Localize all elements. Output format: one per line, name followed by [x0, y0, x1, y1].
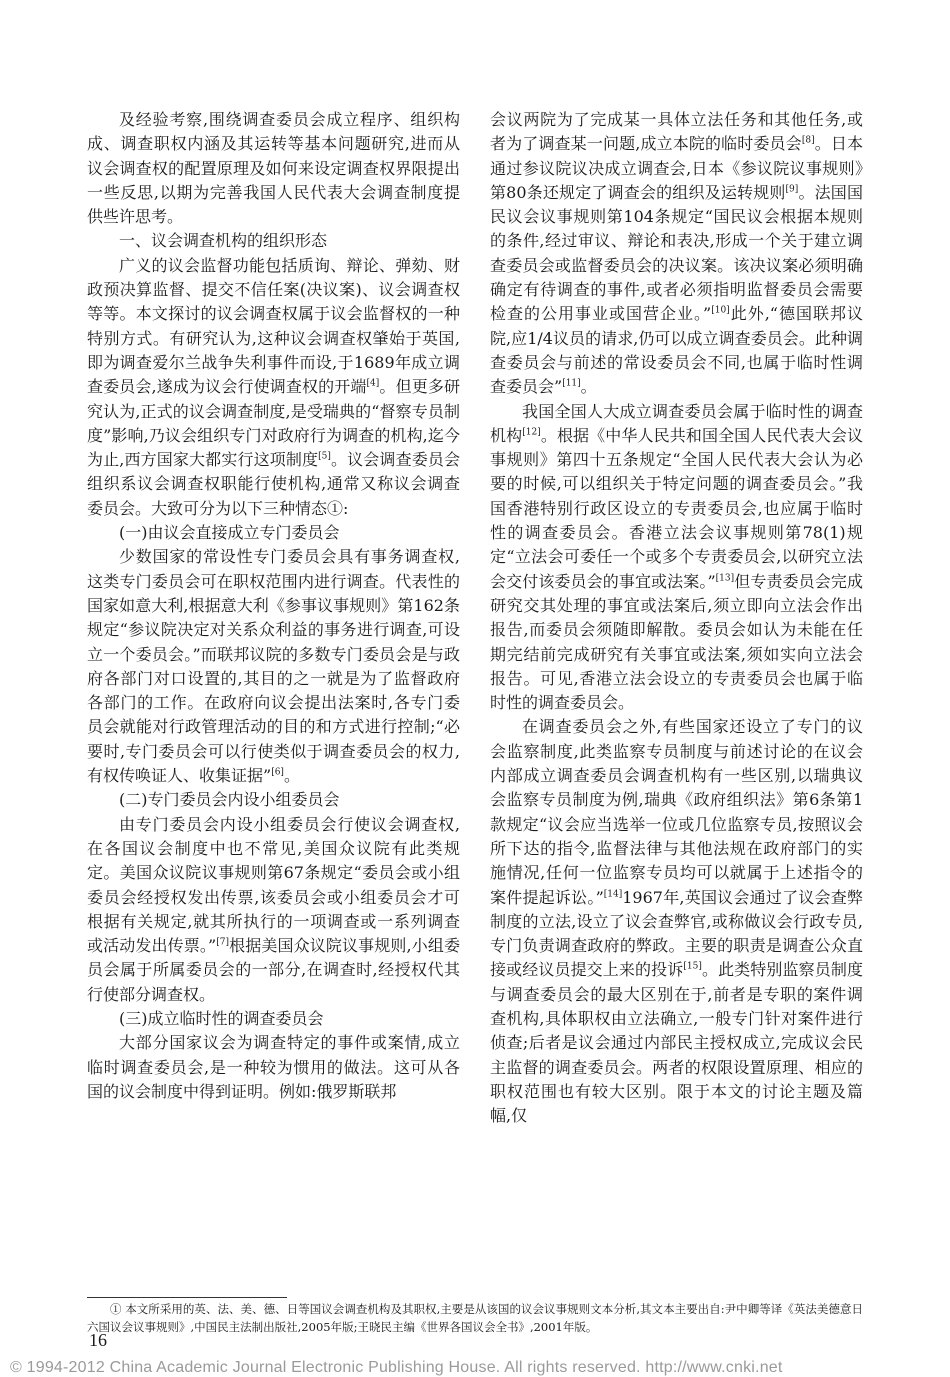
subsection-heading: (一)由议会直接成立专门委员会 — [119, 523, 340, 543]
citation-ref: [7] — [216, 937, 229, 948]
copyright-notice: © 1994-2012 China Academic Journal Electronic Publishing House. All rights reserved. http://www.cnki.net — [10, 1359, 783, 1376]
paragraph: 及经验考察,围绕调查委员会成立程序、组织构成、调查职权内涵及其运转等基本问题研究,进而从议会调查权的配置原理及如何来设定调查权界限提出一些反思,以期为完善我国人民代表大会调查制度提供些许思考。 — [87, 110, 460, 227]
right-column — [490, 108, 863, 1128]
citation-ref: [5] — [318, 451, 331, 462]
footnote: ① 本文所采用的英、法、美、德、日等国议会调查机构及其职权,主要是从该国的议会议事规则文本分析,其文本主要出自:尹中卿等译《英法美德意日六国议会议事规则》,中国民主法制出版社,2005年版;王晓民主编《世界各国议会全书》,2001年版。 — [87, 1302, 863, 1334]
citation-ref: [9] — [785, 184, 799, 195]
paragraph: 在调查委员会之外,有些国家还设立了专门的议会监察制度,此类监察专员制度与前述讨论的在议会内部成立调查委员会调查机构有一些区别,以瑞典议会监察专员制度为例,瑞典《政府组织法》第6条第1款规定“议会应当选举一位或几位监察专员,按照议会所下达的指令,监督法律与其他法规在政府部门的实施情况,任何一位监察专员均可以就属于上述指令的案件提起诉讼。”[14]1967年,英国议会通过了议会查弊制度的立法,设立了议会查弊官,或称做议会行政专员,专门负责调查政府的弊政。主要的职责是调查公众直接或经议员提交上来的投诉[15]。此类特别监察员制度与调查委员会的最大区别在于,前者是专职的案件调查机构,具体职权由立法确立,一般专门针对案件进行侦查;后者是议会通过内部民主授权成立,完成议会民主监督的调查委员会。两者的权限设置原理、相应的职权范围也有较大区别。限于本文的讨论主题及篇幅,仅 — [490, 717, 863, 1126]
paragraph: 大部分国家议会为调查特定的事件或案情,成立临时调查委员会,是一种较为惯用的做法。这可从各国的议会制度中得到证明。例如:俄罗斯联邦 — [87, 1033, 460, 1101]
citation-ref: [11] — [562, 378, 581, 389]
citation-ref: [4] — [366, 378, 380, 389]
citation-ref: [13] — [715, 573, 735, 584]
page-number: 16 — [89, 1330, 107, 1350]
left-column — [87, 108, 460, 1104]
paragraph: 会议两院为了完成某一具体立法任务和其他任务,或者为了调查某一问题,成立本院的临时委员会[8]。日本通过参议院议决成立调查会,日本《参议院议事规则》第80条还规定了调查会的组织及运转规则[9]。法国国民议会议事规则第104条规定“国民议会根据本规则的条件,经过审议、辩论和表决,形成一个关于建立调查委员会或监督委员会的决议案。该决议案必须明确确定有待调查的事件,或者必须指明监督委员会需要检查的公用事业或国营企业。”[10]此外,“德国联邦议院,应1/4议员的请求,仍可以成立调查委员会。此种调查委员会与前述的常设委员会不同,也属于临时性调查委员会”[11]。 — [490, 110, 863, 397]
citation-ref: [6] — [271, 767, 284, 778]
subsection-heading: (三)成立临时性的调查委员会 — [119, 1008, 324, 1028]
paragraph: 广义的议会监督功能包括质询、辩论、弹劾、财政预决算监督、提交不信任案(决议案)、议会调查权等等。本文探讨的议会调查权属于议会监督权的一种特别方式。有研究认为,这种议会调查权肇始于英国,即为调查爱尔兰战争失利事件而设,于1689年成立调查委员会,遂成为议会行使调查权的开端[4]。但更多研究认为,正式的议会调查制度,是受瑞典的“督察专员制度”影响,乃议会组织专门对政府行为调查的机构,迄今为止,西方国家大都实行这项制度[5]。议会调查委员会组织系议会调查权职能行使机构,通常又称议会调查委员会。大致可分为以下三种情态①: — [87, 255, 460, 518]
paragraph: 我国全国人大成立调查委员会属于临时性的调查机构[12]。根据《中华人民共和国全国人民代表大会议事规则》第四十五条规定“全国人民代表大会认为必要的时候,可以组织关于特定问题的调查委员会。”我国香港特别行政区设立的专责委员会,也应属于临时性的调查委员会。香港立法会议事规则第78(1)规定“立法会可委任一个或多个专责委员会,以研究立法会交付该委员会的事宜或法案。”[13]但专责委员会完成研究交其处理的事宜或法案后,须立即向立法会作出报告,而委员会须随即解散。委员会如认为未能在任期完结前完成研究有关事宜或法案,须如实向立法会报告。可见,香港立法会设立的专责委员会也属于临时性的调查委员会。 — [490, 401, 863, 713]
footnote-divider — [87, 1297, 287, 1298]
citation-ref: [10] — [711, 306, 730, 317]
citation-ref: [12] — [522, 427, 541, 438]
paragraph: 少数国家的常设性专门委员会具有事务调查权,这类专门委员会可在职权范围内进行调查。代表性的国家如意大利,根据意大利《参事议事规则》第162条规定“参议院决定对关系众利益的事务进行调查,可设立一个委员会。”而联邦议院的多数专门委员会是与政府各部门对口设置的,其目的之一就是为了监督政府各部门的工作。在政府向议会提出法案时,各专门委员会就能对行政管理活动的目的和方式进行控制;“必要时,专门委员会可以行使类似于调查委员会的权力,有权传唤证人、收集证据”[6]。 — [87, 547, 460, 786]
citation-ref: [15] — [683, 962, 702, 973]
citation-ref: [8] — [801, 135, 815, 146]
citation-ref: [14] — [603, 889, 623, 900]
paragraph: 由专门委员会内设小组委员会行使议会调查权,在各国议会制度中也不常见,美国众议院有此类规定。美国众议院议事规则第67条规定“委员会或小组委员会经授权发出传票,该委员会或小组委员会才可根据有关规定,就其所执行的一项调查或一系列调查或活动发出传票。”[7]根据美国众议院议事规则,小组委员会属于所属委员会的一部分,在调查时,经授权代其行使部分调查权。 — [87, 814, 460, 1004]
section-heading: 一、议会调查机构的组织形态 — [119, 231, 328, 251]
subsection-heading: (二)专门委员会内设小组委员会 — [119, 790, 340, 810]
